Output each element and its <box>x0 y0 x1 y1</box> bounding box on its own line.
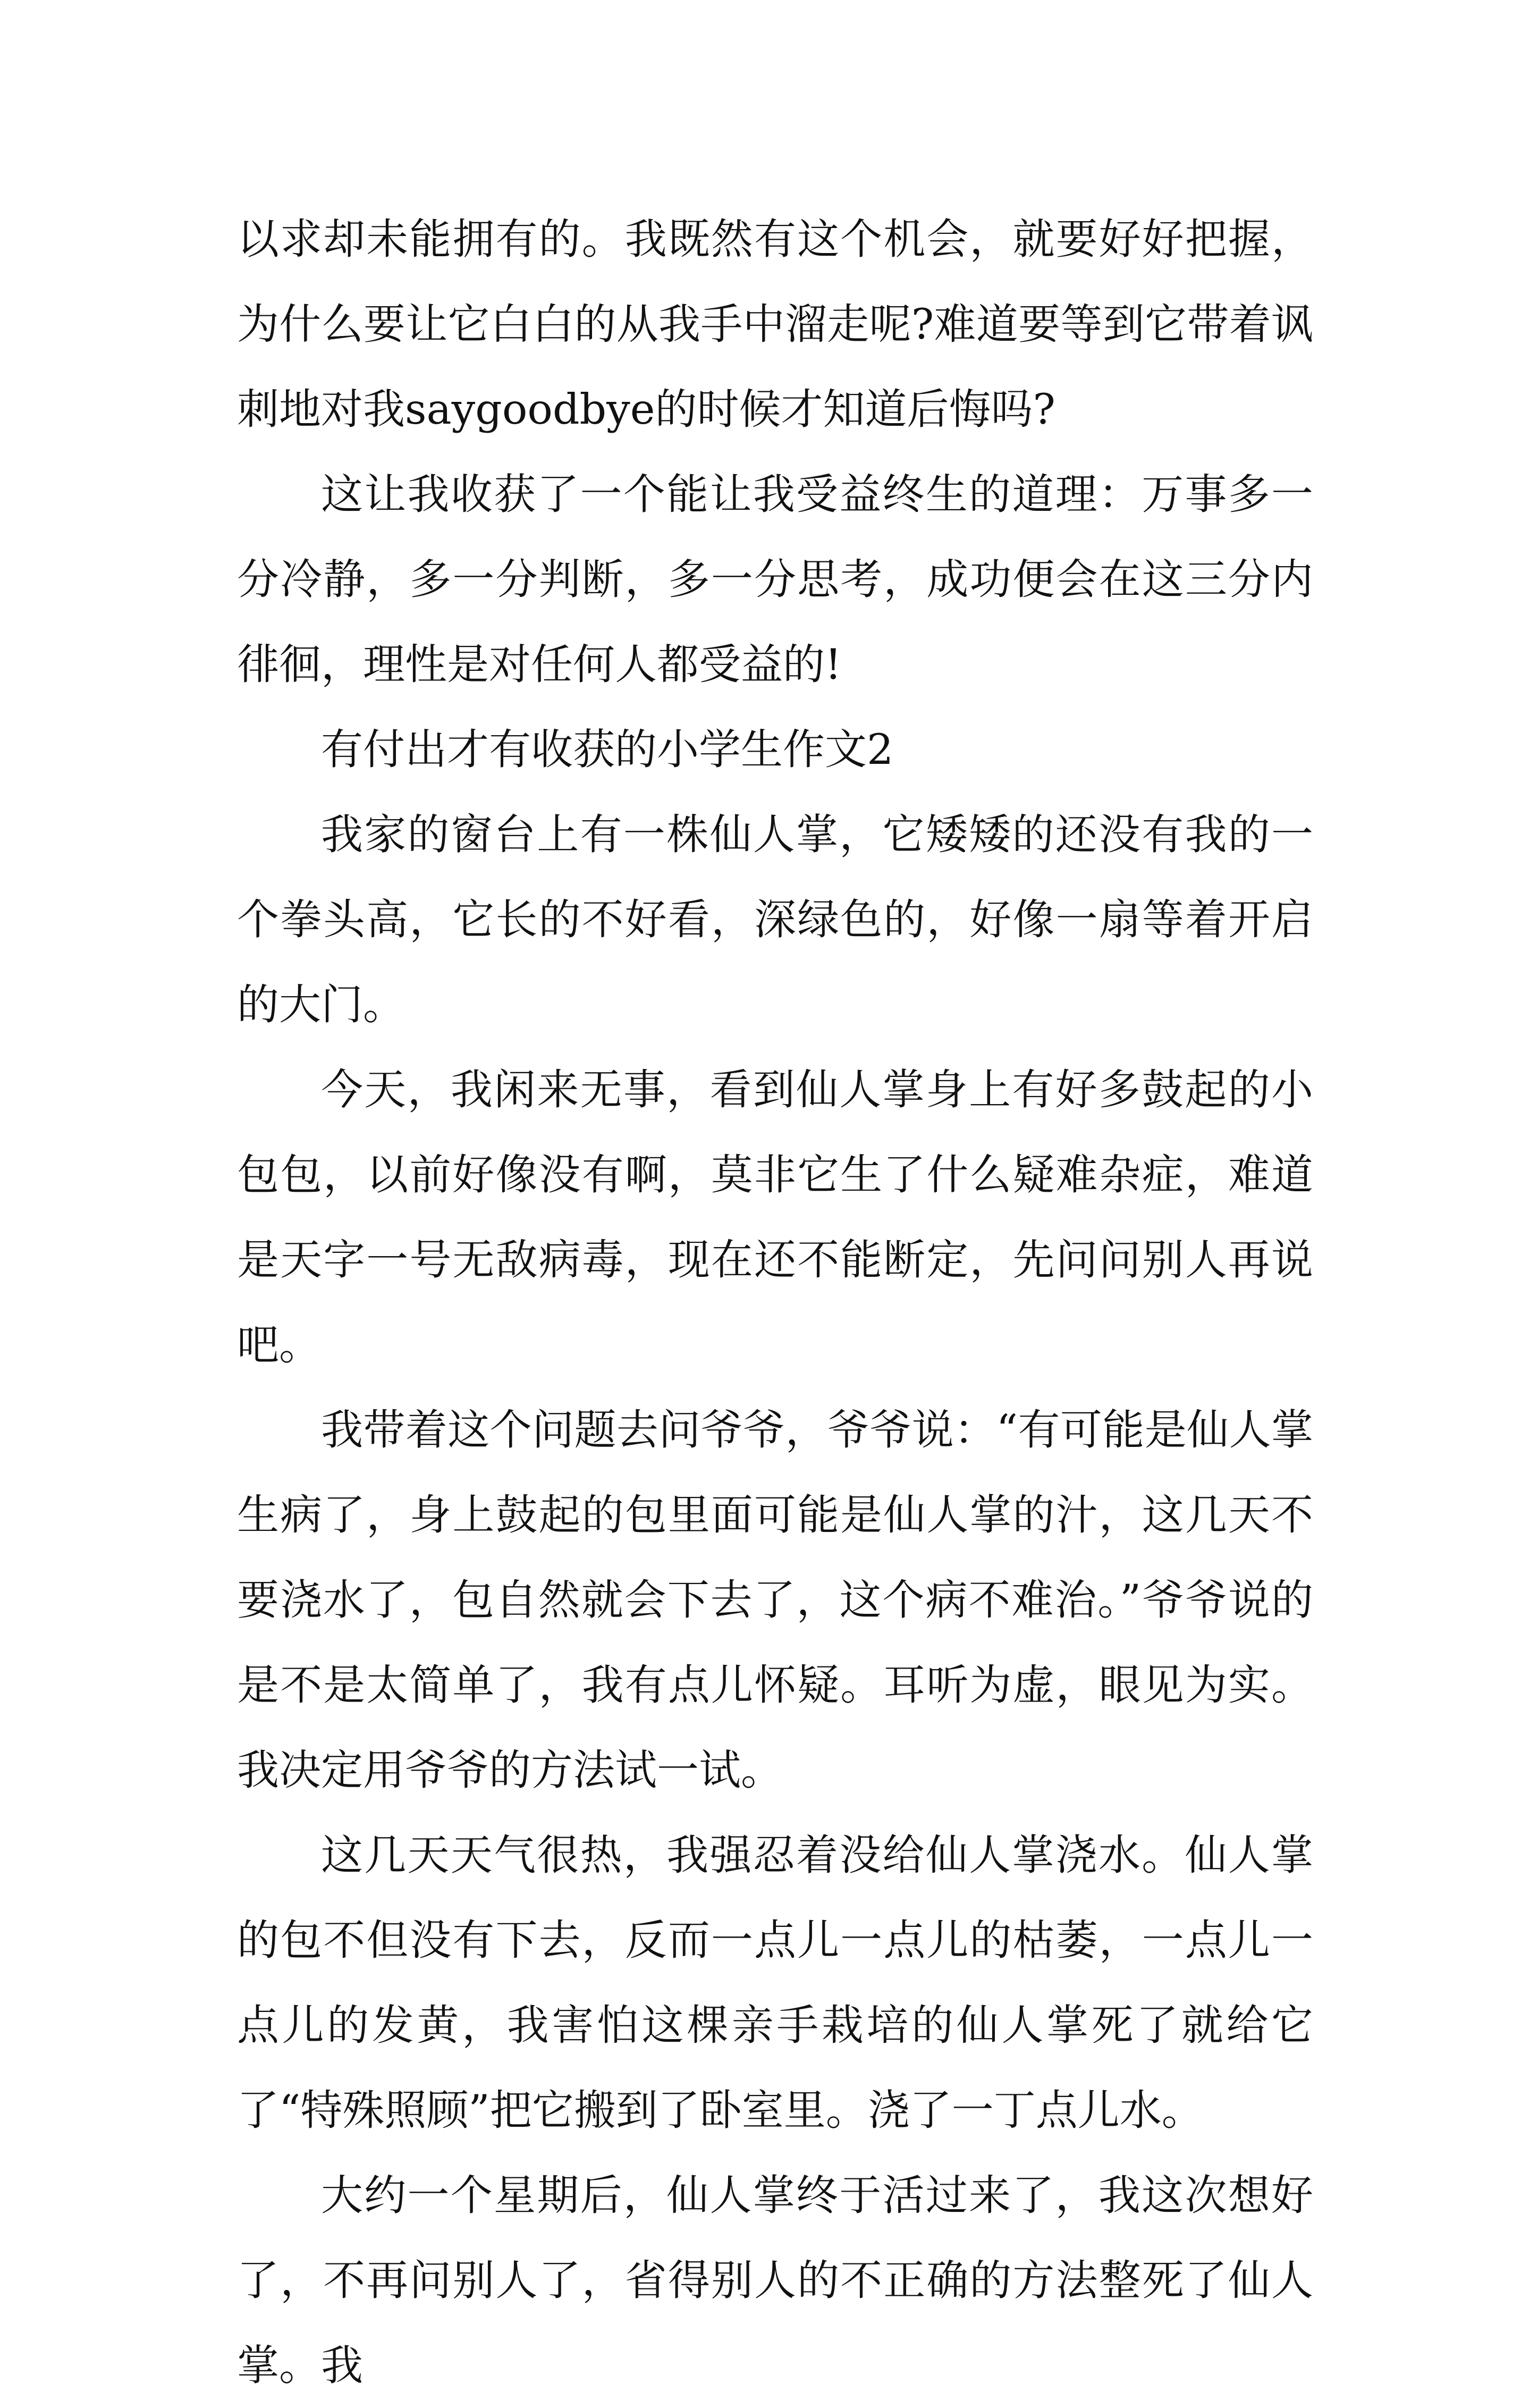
paragraph-6: 这几天天气很热，我强忍着没给仙人掌浇水。仙人掌的包不但没有下去，反而一点儿一点儿的枯萎，一点儿一点儿的发黄，我害怕这棵亲手栽培的仙人掌死了就给它了“特殊照顾”把它搬到了卧室里。浇了一丁点儿水。 <box>237 1831 1313 2135</box>
paragraph-4: 今天，我闲来无事，看到仙人掌身上有好多鼓起的小包包，以前好像没有啊，莫非它生了什么疑难杂症，难道是天字一号无敌病毒，现在还不能断定，先问问别人再说吧。 <box>237 1065 1313 1369</box>
paragraph-5: 我带着这个问题去问爷爷，爷爷说：“有可能是仙人掌生病了，身上鼓起的包里面可能是仙人掌的汁，这几天不要浇水了，包自然就会下去了，这个病不难治。”爷爷说的是不是太简单了，我有点儿怀疑。耳听为虚，眼见为实。我决定用爷爷的方法试一试。 <box>237 1405 1313 1795</box>
section-heading: 有付出才有收获的小学生作文2 <box>321 725 894 774</box>
paragraph-7: 大约一个星期后，仙人掌终于活过来了，我这次想好了，不再问别人了，省得别人的不正确的方法整死了仙人掌。我 <box>237 2171 1313 2390</box>
paragraph-3: 我家的窗台上有一株仙人掌，它矮矮的还没有我的一个拳头高，它长的不好看，深绿色的，好像一扇等着开启的大门。 <box>237 810 1313 1029</box>
paragraph-2: 这让我收获了一个能让我受益终生的道理：万事多一分冷静，多一分判断，多一分思考，成功便会在这三分内徘徊，理性是对任何人都受益的! <box>237 470 1313 689</box>
paragraph-1: 以求却未能拥有的。我既然有这个机会，就要好好把握，为什么要让它白白的从我手中溜走呢?难道要等到它带着讽刺地对我saygoodbye的时候才知道后悔吗? <box>237 215 1313 434</box>
document-body <box>237 197 1313 2408</box>
